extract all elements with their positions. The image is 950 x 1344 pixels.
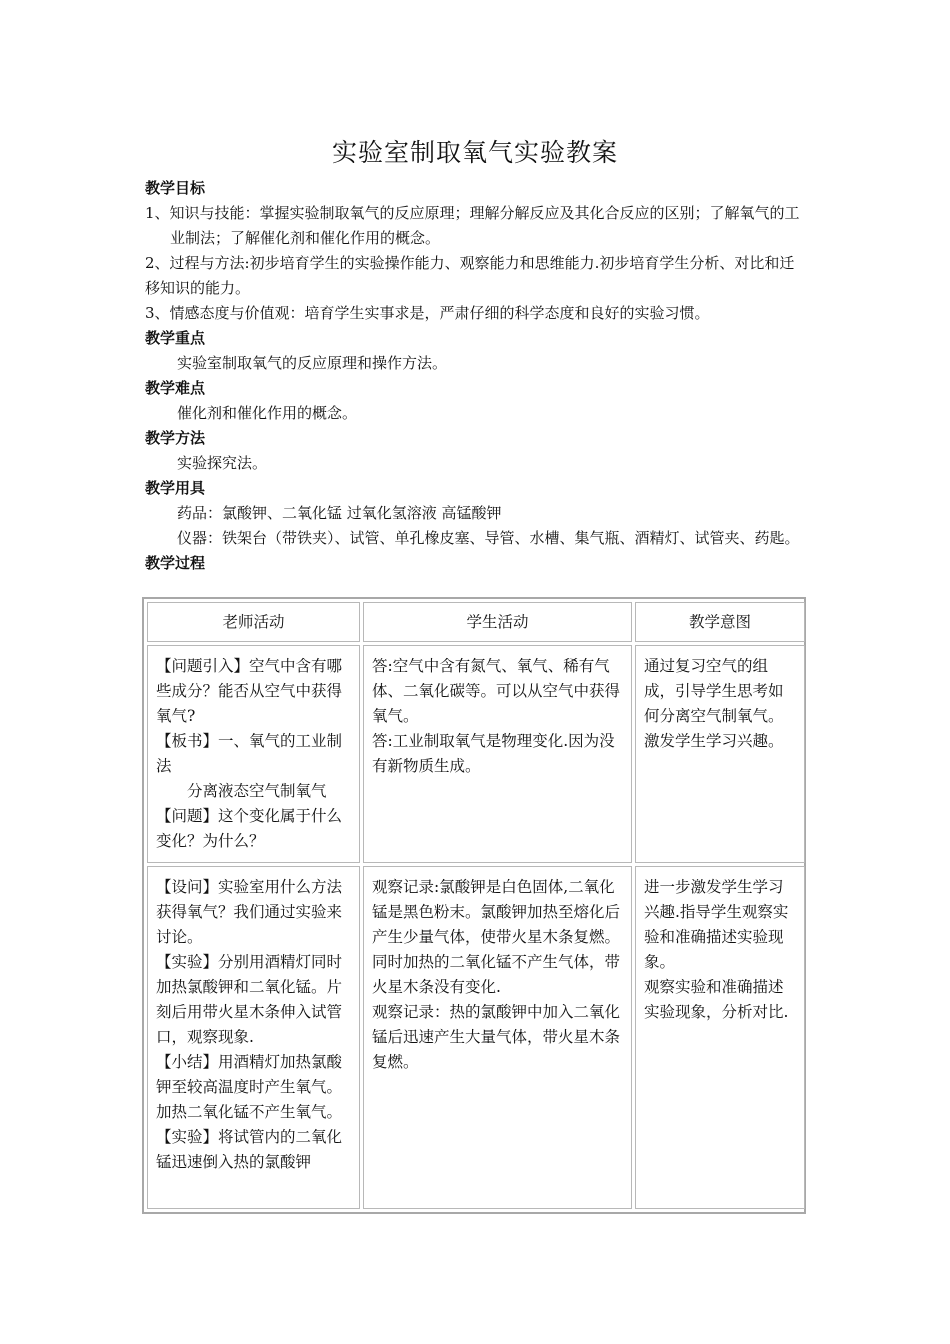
document-body (145, 176, 807, 576)
table-row (147, 866, 805, 1209)
cell-line: 观察记录:氯酸钾是白色固体,二氧化锰是黑色粉末。氯酸钾加热至熔化后产生少量气体，使带火星木条复燃。同时加热的二氧化锰不产生气体，带火星木条没有变化. (372, 878, 621, 996)
cell-line: 【实验】分别用酒精灯同时加热氯酸钾和二氧化锰。片刻后用带火星木条伸入试管口，观察现象. (156, 953, 343, 1046)
cell-line: 【问题】这个变化属于什么变化？为什么？ (156, 807, 343, 850)
cell-line: 观察记录：热的氯酸钾中加入二氧化锰后迅速产生大量气体，带火星木条复燃。 (372, 1003, 621, 1071)
row2-student-cell (363, 866, 632, 1209)
tools-heading: 教学用具 (145, 479, 206, 497)
difficulty-heading: 教学难点 (145, 379, 206, 397)
row1-student-cell (363, 645, 632, 863)
cell-line: 进一步激发学生学习兴趣.指导学生观察实验和准确描述实验现象。 (644, 878, 789, 971)
cell-line: 通过复习空气的组成，引导学生思考如何分离空气制氧气。激发学生学习兴趣。 (644, 657, 784, 750)
row1-intent-cell (635, 645, 805, 863)
drugs-text: 药品：氯酸钾、二氧化锰 过氧化氢溶液 高锰酸钾 (177, 504, 502, 522)
instruments-text: 仪器：铁架台（带铁夹）、试管、单孔橡皮塞、导管、水槽、集气瓶、酒精灯、试管夹、药匙。 (177, 529, 800, 547)
header-teacher: 老师活动 (147, 602, 360, 642)
row2-intent-cell (635, 866, 805, 1209)
cell-line: 【实验】将试管内的二氧化锰迅速倒入热的氯酸钾 (156, 1128, 343, 1171)
cell-line: 【小结】用酒精灯加热氯酸钾至较高温度时产生氧气。加热二氧化锰不产生氧气。 (156, 1053, 343, 1121)
cell-line: 答:空气中含有氮气、氧气、稀有气体、二氧化碳等。可以从空气中获得氧气。 (372, 657, 621, 725)
process-table (142, 597, 806, 1214)
focus-heading: 教学重点 (145, 329, 206, 347)
table-row (147, 645, 805, 863)
method-heading: 教学方法 (145, 429, 206, 447)
cell-line: 【问题引入】空气中含有哪些成分？能否从空气中获得氧气? (156, 657, 343, 725)
page-title: 实验室制取氧气实验教案 (331, 138, 618, 167)
row2-teacher-cell (147, 866, 360, 1209)
header-student: 学生活动 (363, 602, 632, 642)
row1-teacher-cell (147, 645, 360, 863)
goals-heading: 教学目标 (145, 179, 206, 197)
cell-line: 分离液态空气制氧气 (156, 782, 327, 800)
cell-line: 答:工业制取氧气是物理变化.因为没有新物质生成。 (372, 732, 615, 775)
goal-knowledge: 1、知识与技能：掌握实验制取氧气的反应原理；理解分解反应及其化合反应的区别；了解氧气的工业制法；了解催化剂和催化作用的概念。 (145, 204, 800, 247)
method-text: 实验探究法。 (177, 454, 268, 472)
goal-attitude: 3、情感态度与价值观：培育学生实事求是，严肃仔细的科学态度和良好的实验习惯。 (145, 304, 710, 322)
difficulty-text: 催化剂和催化作用的概念。 (177, 404, 358, 422)
focus-text: 实验室制取氧气的反应原理和操作方法。 (177, 354, 448, 372)
cell-line: 【设问】实验室用什么方法获得氧气？我们通过实验来讨论。 (156, 878, 343, 946)
header-intent: 教学意图 (635, 602, 805, 642)
goal-process: 2、过程与方法:初步培育学生的实验操作能力、观察能力和思维能力.初步培育学生分析、对比和迁移知识的能力。 (145, 254, 795, 297)
cell-line: 【板书】一、氧气的工业制法 (156, 732, 343, 775)
cell-line: 观察实验和准确描述实验现象，分析对比. (644, 978, 789, 1021)
process-heading: 教学过程 (145, 554, 206, 572)
table-header-row (147, 602, 805, 642)
